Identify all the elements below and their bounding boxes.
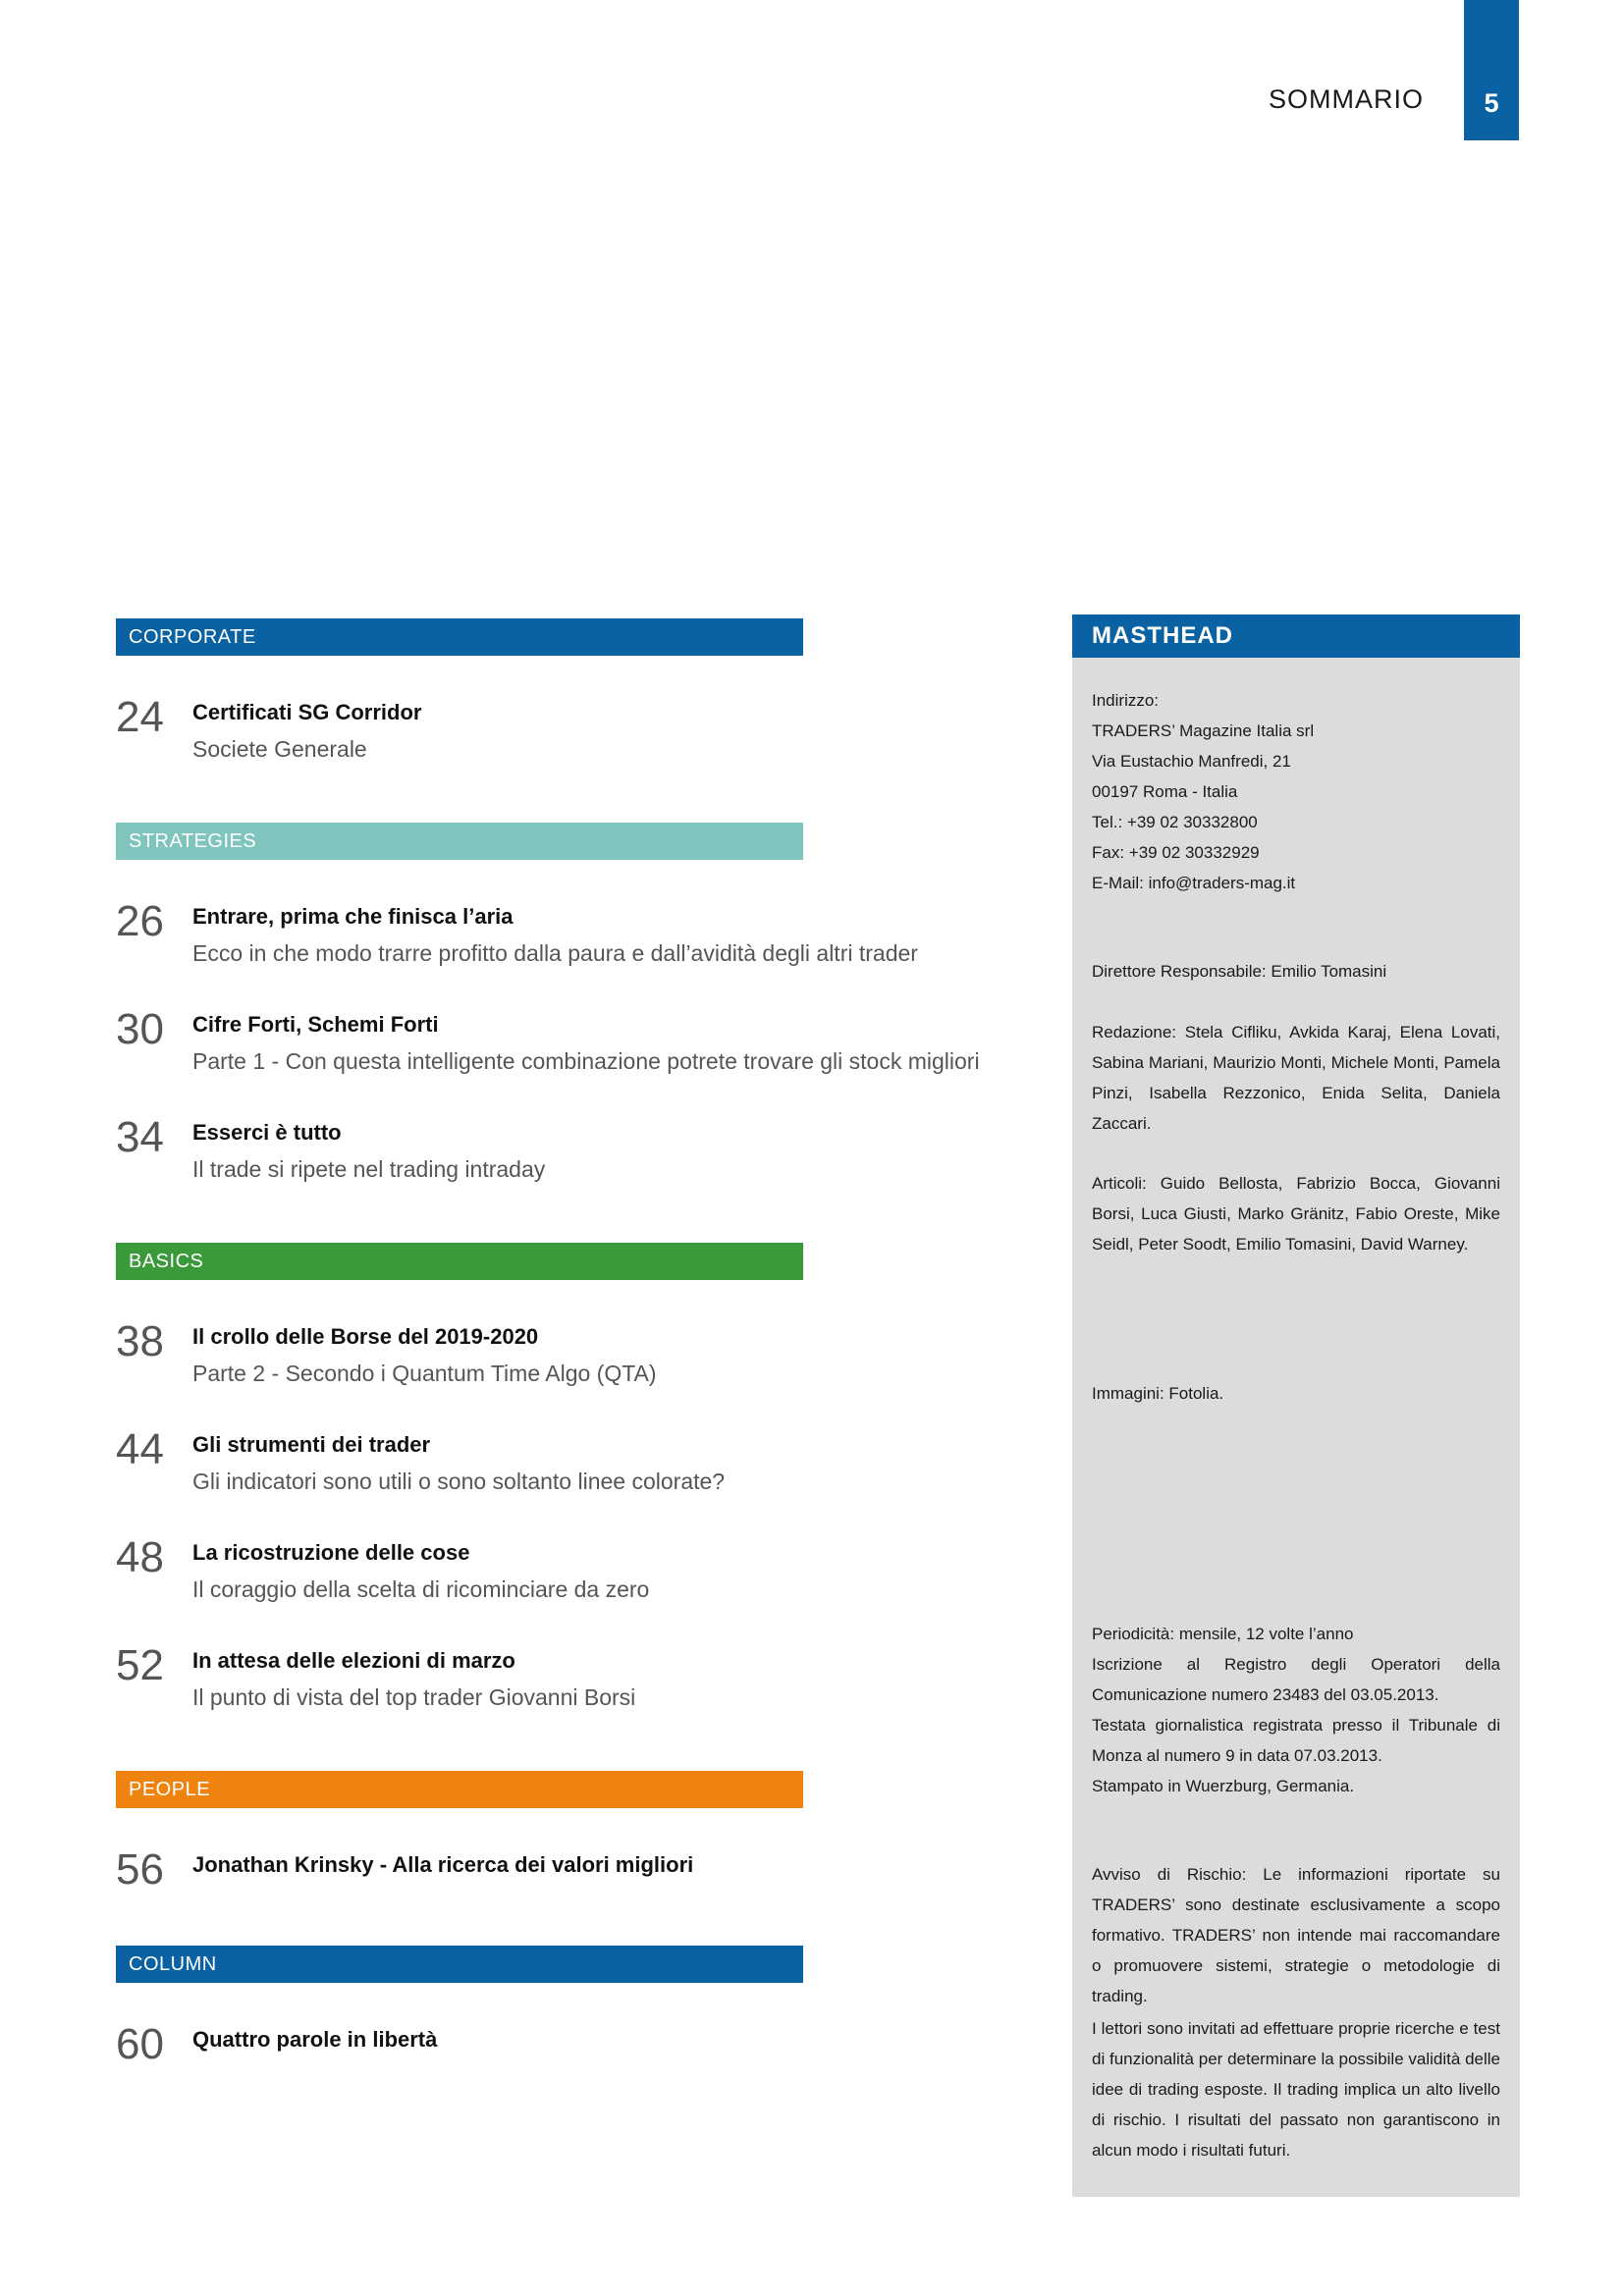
masthead-disclaimer: I lettori sono invitati ad effettuare proprie ricerche e test di funzionalità per determinare la possibile validità delle idee di trading esposte. Il trading implica un alto livello di rischio. I risultati del passato non garantiscono in alcun modo i risultati futuri. — [1092, 2019, 1500, 2160]
address-line: TRADERS’ Magazine Italia srl — [1092, 721, 1315, 740]
page-number-tab — [1464, 0, 1519, 140]
section-bar-strategies: STRATEGIES — [116, 823, 803, 860]
entry-title: Quattro parole in libertà — [192, 2027, 438, 2052]
masthead-periodicity — [1092, 1619, 1500, 1801]
masthead-address — [1092, 685, 1500, 898]
address-line: Via Eustachio Manfredi, 21 — [1092, 752, 1291, 771]
entry-title: Esserci è tutto — [192, 1120, 342, 1145]
registry-line: Iscrizione al Registro degli Operatori della Comunicazione numero 23483 del 03.05.2013. — [1092, 1655, 1500, 1704]
toc-entry[interactable] — [116, 1425, 1029, 1496]
printing-line: Stampato in Wuerzburg, Germania. — [1092, 1777, 1355, 1795]
masthead-panel — [1072, 614, 1520, 2197]
toc-entry[interactable] — [116, 1533, 1029, 1604]
entry-title: Il crollo delle Borse del 2019-2020 — [192, 1324, 539, 1349]
entry-subtitle: Societe Generale — [192, 736, 367, 762]
toc-entry[interactable] — [116, 693, 1029, 764]
table-of-contents — [116, 618, 1029, 2068]
entry-page-number: 24 — [116, 693, 164, 741]
masthead-images: Immagini: Fotolia. — [1092, 1384, 1224, 1403]
entry-page-number: 60 — [116, 2020, 164, 2068]
toc-entry[interactable] — [116, 1113, 1029, 1184]
masthead-editorial: Redazione: Stela Cifliku, Avkida Karaj, Elena Lovati, Sabina Mariani, Maurizio Monti, Michele Monti, Pamela Pinzi, Isabella Rezzonico, Enida Selita, Daniela Zaccari. — [1092, 1023, 1500, 1133]
page-number: 5 — [1484, 88, 1499, 118]
entry-subtitle: Il coraggio della scelta di ricominciare da zero — [192, 1576, 650, 1602]
toc-entry[interactable] — [116, 1641, 1029, 1712]
section-bar-column: COLUMN — [116, 1946, 803, 1983]
entry-title: Certificati SG Corridor — [192, 700, 422, 724]
entry-page-number: 34 — [116, 1113, 164, 1161]
entry-title: Jonathan Krinsky - Alla ricerca dei valori migliori — [192, 1852, 694, 1877]
entry-title: La ricostruzione delle cose — [192, 1540, 470, 1565]
entry-title: In attesa delle elezioni di marzo — [192, 1648, 515, 1673]
entry-subtitle: Gli indicatori sono utili o sono soltanto linee colorate? — [192, 1468, 726, 1494]
masthead-risk-notice: Avviso di Rischio: Le informazioni riportate su TRADERS’ sono destinate esclusivamente a scopo formativo. TRADERS’ non intende mai raccomandare o promuovere sistemi, strategie o metodologie di trading. — [1092, 1865, 1500, 2005]
entry-subtitle: Parte 2 - Secondo i Quantum Time Algo (QTA) — [192, 1361, 657, 1386]
entry-page-number: 44 — [116, 1425, 164, 1473]
toc-entry[interactable] — [116, 897, 1029, 968]
entry-subtitle: Il trade si ripete nel trading intraday — [192, 1156, 546, 1182]
masthead-title: MASTHEAD — [1072, 614, 1520, 658]
toc-entry[interactable] — [116, 1005, 1029, 1076]
address-line: Indirizzo: — [1092, 691, 1160, 710]
entry-page-number: 52 — [116, 1641, 164, 1689]
toc-entry[interactable] — [116, 1317, 1029, 1388]
address-line: Fax: +39 02 30332929 — [1092, 843, 1260, 862]
section-bar-corporate: CORPORATE — [116, 618, 803, 656]
address-line: Tel.: +39 02 30332800 — [1092, 813, 1258, 831]
entry-page-number: 38 — [116, 1317, 164, 1365]
court-line: Testata giornalistica registrata presso il Tribunale di Monza al numero 9 in data 07.03.2013. — [1092, 1716, 1500, 1765]
toc-entry[interactable] — [116, 2020, 1029, 2068]
entry-subtitle: Parte 1 - Con questa intelligente combinazione potrete trovare gli stock migliori — [192, 1048, 980, 1074]
section-bar-people: PEOPLE — [116, 1771, 803, 1808]
entry-page-number: 56 — [116, 1845, 164, 1894]
entry-subtitle: Il punto di vista del top trader Giovanni Borsi — [192, 1684, 636, 1710]
address-line: 00197 Roma - Italia — [1092, 782, 1238, 801]
masthead-articles: Articoli: Guido Bellosta, Fabrizio Bocca, Giovanni Borsi, Luca Giusti, Marko Gränitz, Fabio Oreste, Mike Seidl, Peter Soodt, Emilio Tomasini, David Warney. — [1092, 1174, 1500, 1254]
entry-title: Entrare, prima che finisca l’aria — [192, 904, 514, 929]
entry-subtitle: Ecco in che modo trarre profitto dalla paura e dall’avidità degli altri trader — [192, 940, 918, 966]
entry-page-number: 48 — [116, 1533, 164, 1581]
entry-title: Cifre Forti, Schemi Forti — [192, 1012, 439, 1037]
toc-entry[interactable] — [116, 1845, 1029, 1894]
entry-title: Gli strumenti dei trader — [192, 1432, 431, 1457]
masthead-director: Direttore Responsabile: Emilio Tomasini — [1092, 962, 1387, 981]
email-line: E-Mail: info@traders-mag.it — [1092, 874, 1296, 892]
section-title: SOMMARIO — [1268, 84, 1424, 114]
periodicity-line: Periodicità: mensile, 12 volte l’anno — [1092, 1625, 1354, 1643]
section-bar-basics: BASICS — [116, 1243, 803, 1280]
entry-page-number: 30 — [116, 1005, 164, 1053]
entry-page-number: 26 — [116, 897, 164, 945]
